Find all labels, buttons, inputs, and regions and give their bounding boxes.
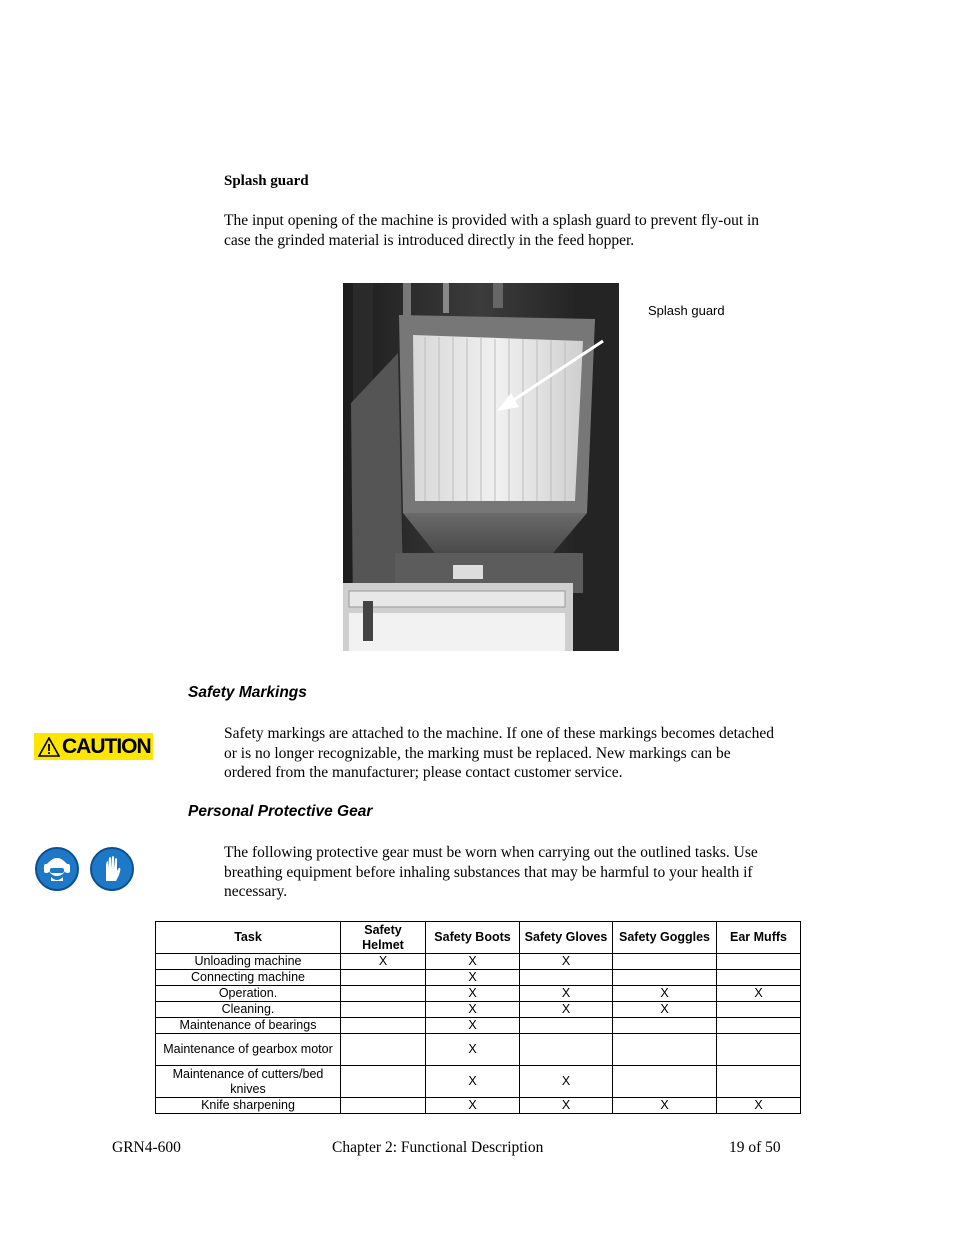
column-header: Safety Goggles (613, 922, 717, 954)
gloves-icon (90, 847, 134, 891)
table-cell: X (426, 970, 520, 986)
task-cell: Unloading machine (156, 954, 341, 970)
task-cell: Maintenance of bearings (156, 1018, 341, 1034)
table-cell (341, 1066, 426, 1098)
column-header: Safety Helmet (341, 922, 426, 954)
splash-guard-photo (343, 283, 619, 651)
table-row (156, 970, 801, 986)
safety-markings-heading: Safety Markings (188, 684, 307, 701)
table-cell: X (613, 1002, 717, 1018)
table-cell (520, 970, 613, 986)
machine-illustration (343, 283, 619, 651)
paragraph-line: or is no longer recognizable, the marking must be replaced. New markings can be (224, 744, 731, 762)
table-row (156, 1018, 801, 1034)
table-cell: X (717, 986, 801, 1002)
table-row (156, 1066, 801, 1098)
task-cell: Connecting machine (156, 970, 341, 986)
paragraph-line: ordered from the manufacturer; please contact customer service. (224, 764, 623, 781)
table-row (156, 1002, 801, 1018)
table-cell: X (426, 1066, 520, 1098)
table-cell (341, 1098, 426, 1114)
table-cell: X (520, 1002, 613, 1018)
table-header-row (156, 922, 801, 954)
table-cell: X (426, 1002, 520, 1018)
footer-document-id: GRN4-600 (112, 1139, 181, 1156)
table-cell: X (613, 986, 717, 1002)
table-cell: X (426, 954, 520, 970)
table-cell (613, 1034, 717, 1066)
table-cell (520, 1034, 613, 1066)
table-row (156, 954, 801, 970)
table-cell (341, 986, 426, 1002)
table-cell (520, 1018, 613, 1034)
table-cell: X (520, 1066, 613, 1098)
paragraph-line: breathing equipment before inhaling substances that may be harmful to your health if (224, 863, 753, 881)
column-header: Safety Boots (426, 922, 520, 954)
task-cell: Maintenance of cutters/bed knives (156, 1066, 341, 1098)
table-row (156, 1098, 801, 1114)
column-header: Safety Gloves (520, 922, 613, 954)
safety-markings-paragraph (224, 724, 864, 783)
paragraph-line: The input opening of the machine is provided with a splash guard to prevent fly-out in (224, 212, 760, 229)
table-cell (717, 1002, 801, 1018)
protective-gear-table (155, 921, 801, 1114)
table-cell (613, 954, 717, 970)
paragraph-line: Safety markings are attached to the machine. If one of these markings becomes detached (224, 725, 775, 742)
table-cell (613, 970, 717, 986)
task-cell: Maintenance of gearbox motor (156, 1034, 341, 1066)
protective-gear-paragraph (224, 843, 864, 902)
table-cell (717, 970, 801, 986)
footer-chapter: Chapter 2: Functional Description (332, 1139, 544, 1156)
task-cell: Knife sharpening (156, 1098, 341, 1114)
column-header: Ear Muffs (717, 922, 801, 954)
table-cell (717, 954, 801, 970)
table-cell (613, 1066, 717, 1098)
paragraph-line: case the grinded material is introduced directly in the feed hopper. (224, 231, 635, 249)
table-cell: X (426, 1098, 520, 1114)
table-cell: X (426, 1018, 520, 1034)
callout-label: Splash guard (648, 303, 725, 318)
section-title: Splash guard (224, 173, 309, 189)
column-header: Task (156, 922, 341, 954)
caution-label (34, 733, 153, 760)
task-cell: Operation. (156, 986, 341, 1002)
table-cell (717, 1018, 801, 1034)
table-cell (341, 1002, 426, 1018)
caution-text: CAUTION (62, 734, 151, 758)
table-cell: X (520, 1098, 613, 1114)
table-cell: X (613, 1098, 717, 1114)
table-cell: X (341, 954, 426, 970)
table-cell (717, 1034, 801, 1066)
table-cell (613, 1018, 717, 1034)
table-cell: X (426, 986, 520, 1002)
table-row (156, 986, 801, 1002)
table-cell: X (520, 954, 613, 970)
paragraph-line: necessary. (224, 883, 288, 900)
ear-and-eye-protection-icon (35, 847, 79, 891)
paragraph-line: The following protective gear must be worn when carrying out the outlined tasks. Use (224, 844, 758, 861)
table-cell: X (520, 986, 613, 1002)
splash-guard-paragraph (224, 211, 844, 250)
protective-gear-heading: Personal Protective Gear (188, 803, 373, 820)
table-cell: X (717, 1098, 801, 1114)
footer-page-number: 19 of 50 (729, 1139, 781, 1156)
table-cell (341, 970, 426, 986)
table-cell: X (426, 1034, 520, 1066)
table-cell (717, 1066, 801, 1098)
table-cell (341, 1034, 426, 1066)
table-cell (341, 1018, 426, 1034)
warning-triangle-icon (38, 737, 60, 757)
table-row (156, 1034, 801, 1066)
task-cell: Cleaning. (156, 1002, 341, 1018)
